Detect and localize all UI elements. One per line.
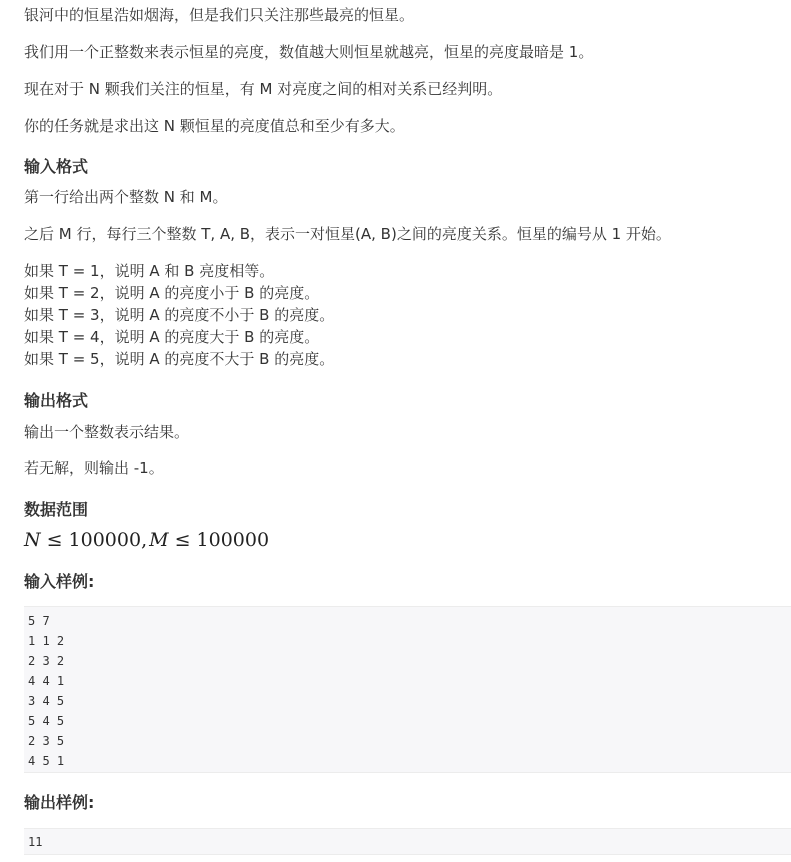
- intro-paragraph-2: 我们用一个正整数来表示恒星的亮度，数值越大则恒星就越亮，恒星的亮度最暗是 1。: [24, 43, 594, 61]
- sample-output-code-block: [24, 828, 791, 855]
- sample-input-line: 5 4 5: [28, 714, 65, 728]
- sample-input-line: 5 7: [28, 614, 50, 628]
- n-max-value: 100000,: [68, 529, 148, 551]
- output-format-line-2: 若无解，则输出 -1。: [24, 459, 164, 477]
- sample-input-line: 2 3 2: [28, 654, 65, 668]
- sample-input-line: 1 1 2: [28, 634, 65, 648]
- relation-case: 如果 T = 1，说明 A 和 B 亮度相等。: [24, 262, 275, 280]
- intro-paragraph-4: 你的任务就是求出这 N 颗恒星的亮度值总和至少有多大。: [24, 117, 405, 135]
- output-format-heading: 输出格式: [24, 391, 89, 410]
- data-range-heading: 数据范围: [24, 500, 89, 519]
- input-format-line-1: 第一行给出两个整数 N 和 M。: [24, 188, 228, 206]
- relation-case: 如果 T = 3，说明 A 的亮度不小于 B 的亮度。: [24, 306, 335, 324]
- n-variable: N: [24, 529, 41, 551]
- m-max-value: 100000: [196, 529, 270, 551]
- relation-case: 如果 T = 2，说明 A 的亮度小于 B 的亮度。: [24, 284, 320, 302]
- sample-input-code-block: [24, 606, 791, 773]
- input-format-line-2: 之后 M 行，每行三个整数 T, A, B，表示一对恒星(A, B)之间的亮度关系。恒星的编号从 1 开始。: [24, 225, 671, 243]
- leq-symbol: ≤: [174, 529, 191, 551]
- intro-paragraph-1: 银河中的恒星浩如烟海，但是我们只关注那些最亮的恒星。: [24, 6, 415, 24]
- data-range-formula: [24, 527, 269, 553]
- relation-case: 如果 T = 4，说明 A 的亮度大于 B 的亮度。: [24, 328, 320, 346]
- leq-symbol: ≤: [46, 529, 63, 551]
- sample-input-line: 4 5 1: [28, 754, 65, 768]
- sample-input-line: 2 3 5: [28, 734, 65, 748]
- sample-input-line: 4 4 1: [28, 674, 65, 688]
- sample-input-line: 3 4 5: [28, 694, 65, 708]
- intro-paragraph-3: 现在对于 N 颗我们关注的恒星，有 M 对亮度之间的相对关系已经判明。: [24, 80, 503, 98]
- input-format-heading: 输入格式: [24, 157, 89, 176]
- relation-case: 如果 T = 5，说明 A 的亮度不大于 B 的亮度。: [24, 350, 335, 368]
- sample-input-heading: 输入样例:: [24, 572, 95, 591]
- sample-output-heading: 输出样例:: [24, 793, 95, 812]
- output-format-line-1: 输出一个整数表示结果。: [24, 423, 190, 441]
- sample-output-line: 11: [28, 835, 43, 849]
- m-variable: M: [149, 529, 169, 551]
